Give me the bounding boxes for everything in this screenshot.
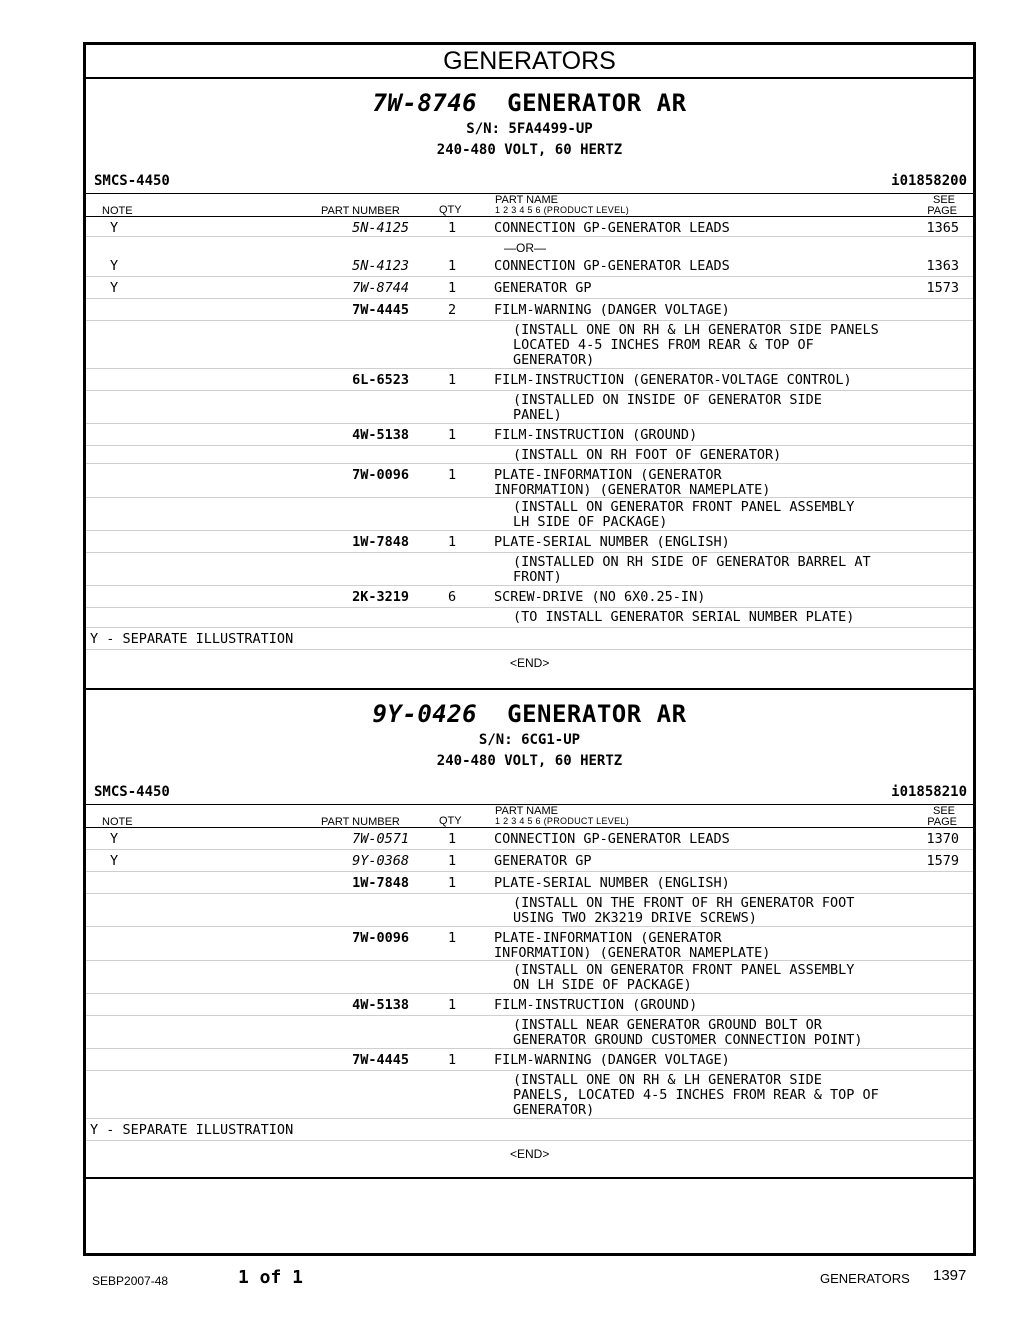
end-row [86,1141,973,1171]
section-heading [86,79,973,161]
row-part-name: PLATE-INFORMATION (GENERATOR INFORMATION) (GENERATOR NAMEPLATE) [494,930,771,961]
table-row [86,277,973,299]
smcs-row [86,172,973,194]
section-title: GENERATOR AR [507,89,687,117]
row-part-name: GENERATOR GP [494,853,592,869]
row-see-page[interactable]: 1363 [926,258,959,274]
row-part-number[interactable]: 7W-0571 [352,831,409,847]
row-note: Y [110,853,119,869]
row-qty: 2 [448,302,457,318]
column-headers [86,194,973,217]
row-qty: 1 [448,467,457,483]
col-note: NOTE [102,205,133,217]
row-note: Y [110,280,119,296]
document-id: SEBP2007-48 [92,1274,169,1288]
install-note: (INSTALL ON THE FRONT OF RH GENERATOR FOOT USING TWO 2K3219 DRIVE SCREWS) [513,895,855,926]
row-qty: 6 [448,589,457,605]
row-part-number: 7W-4445 [352,1052,409,1068]
row-part-number[interactable]: 7W-8744 [352,280,409,296]
footer-section-name: GENERATORS [820,1271,910,1286]
table-row [86,464,973,498]
col-product-level: 1 2 3 4 5 6 (PRODUCT LEVEL) [495,205,629,215]
col-part-number: PART NUMBER [321,816,400,828]
row-part-name: PLATE-INFORMATION (GENERATOR INFORMATION) (GENERATOR NAMEPLATE) [494,467,771,498]
table-row [86,424,973,446]
row-note: Y [110,220,119,236]
col-page: PAGE [927,205,957,217]
install-note: (INSTALL NEAR GENERATOR GROUND BOLT OR GENERATOR GROUND CUSTOMER CONNECTION POINT) [513,1017,863,1048]
table-row [86,531,973,553]
col-part-name: PART NAME [495,805,558,817]
row-qty: 1 [448,875,457,891]
install-note-row [86,894,973,927]
install-note: (INSTALL ONE ON RH & LH GENERATOR SIDE PANELS, LOCATED 4-5 INCHES FROM REAR & TOP OF GENERATOR) [513,1072,879,1118]
row-part-name: CONNECTION GP-GENERATOR LEADS [494,831,730,847]
table-row [86,850,973,872]
row-part-number: 7W-4445 [352,302,409,318]
end-marker: <END> [510,1147,550,1161]
section-part-number[interactable]: 7W-8746 [372,89,478,117]
illustration-legend: Y - SEPARATE ILLUSTRATION [90,1122,294,1138]
row-part-number[interactable]: 5N-4125 [352,220,409,236]
table-row [86,369,973,391]
install-note: (INSTALL ON GENERATOR FRONT PANEL ASSEMBLY ON LH SIDE OF PACKAGE) [513,962,855,993]
row-qty: 1 [448,997,457,1013]
row-part-name: SCREW-DRIVE (NO 6X0.25-IN) [494,589,706,605]
or-separator: —OR— [504,241,546,255]
or-row [86,237,973,255]
section-7w-8746 [86,79,973,690]
table-row [86,586,973,608]
row-see-page[interactable]: 1365 [926,220,959,236]
end-row [86,650,973,680]
column-headers [86,805,973,828]
install-note-row [86,446,973,464]
col-see: SEE [932,194,955,206]
row-qty: 1 [448,534,457,550]
row-part-name: CONNECTION GP-GENERATOR LEADS [494,258,730,274]
row-part-name: CONNECTION GP-GENERATOR LEADS [494,220,730,236]
install-note-row [86,961,973,994]
smcs-code: SMCS-4450 [94,173,170,189]
install-note: (INSTALL ON GENERATOR FRONT PANEL ASSEMBLY LH SIDE OF PACKAGE) [513,499,855,530]
smcs-code: SMCS-4450 [94,784,170,800]
row-part-number: 2K-3219 [352,589,409,605]
row-note: Y [110,831,119,847]
col-qty: QTY [439,815,462,827]
col-part-name: PART NAME [495,194,558,206]
row-part-name: PLATE-SERIAL NUMBER (ENGLISH) [494,534,730,550]
row-note: Y [110,258,119,274]
serial-range: S/N: 6CG1-UP [478,732,581,748]
row-part-number[interactable]: 9Y-0368 [352,853,409,869]
row-part-name: FILM-WARNING (DANGER VOLTAGE) [494,302,730,318]
row-qty: 1 [448,930,457,946]
row-qty: 1 [448,831,457,847]
install-note-row [86,1071,973,1119]
col-see: SEE [932,805,955,817]
install-note: (INSTALLED ON INSIDE OF GENERATOR SIDE PANEL) [513,392,822,423]
row-part-number: 1W-7848 [352,875,409,891]
install-note-row [86,608,973,628]
row-see-page[interactable]: 1573 [926,280,959,296]
install-note-row [86,498,973,531]
page-frame [83,42,976,1256]
row-part-number: 7W-0096 [352,930,409,946]
col-product-level: 1 2 3 4 5 6 (PRODUCT LEVEL) [495,816,629,826]
serial-range: S/N: 5FA4499-UP [466,121,593,137]
table-row [86,217,973,237]
install-note: (TO INSTALL GENERATOR SERIAL NUMBER PLATE) [513,609,855,625]
table-row [86,872,973,894]
table-row [86,299,973,321]
section-9y-0426 [86,690,973,1179]
install-note-row [86,553,973,586]
row-qty: 1 [448,372,457,388]
end-marker: <END> [510,656,550,670]
row-part-name: FILM-INSTRUCTION (GENERATOR-VOLTAGE CONTROL) [494,372,852,388]
row-part-number: 6L-6523 [352,372,409,388]
illustration-id: i01858210 [891,784,967,800]
table-row [86,1049,973,1071]
install-note: (INSTALL ON RH FOOT OF GENERATOR) [513,447,782,463]
row-qty: 1 [448,427,457,443]
row-qty: 1 [448,258,457,274]
row-qty: 1 [448,220,457,236]
install-note-row [86,391,973,424]
col-qty: QTY [439,204,462,216]
page-footer [0,1262,1020,1302]
row-part-number: 4W-5138 [352,997,409,1013]
install-note-row [86,1016,973,1049]
row-qty: 1 [448,853,457,869]
section-part-number[interactable]: 9Y-0426 [372,700,478,728]
install-note: (INSTALLED ON RH SIDE OF GENERATOR BARREL AT FRONT) [513,554,871,585]
illustration-legend: Y - SEPARATE ILLUSTRATION [90,631,294,647]
legend-row [86,1119,973,1141]
row-see-page[interactable]: 1579 [926,853,959,869]
row-part-name: GENERATOR GP [494,280,592,296]
col-page: PAGE [927,816,957,828]
spec-line: 240-480 VOLT, 60 HERTZ [436,753,623,769]
table-row [86,994,973,1016]
install-note-row [86,321,973,369]
row-part-number: 1W-7848 [352,534,409,550]
row-part-name: FILM-INSTRUCTION (GROUND) [494,997,698,1013]
row-part-name: FILM-INSTRUCTION (GROUND) [494,427,698,443]
table-row [86,927,973,961]
row-qty: 1 [448,1052,457,1068]
page-of-indicator: 1 of 1 [238,1267,304,1288]
section-title: GENERATOR AR [507,700,687,728]
section-heading [86,690,973,772]
table-row [86,255,973,277]
legend-row [86,628,973,650]
row-see-page[interactable]: 1370 [926,831,959,847]
col-part-number: PART NUMBER [321,205,400,217]
spec-line: 240-480 VOLT, 60 HERTZ [436,142,623,158]
smcs-row [86,783,973,805]
row-part-number: 4W-5138 [352,427,409,443]
illustration-id: i01858200 [891,173,967,189]
row-part-number: 7W-0096 [352,467,409,483]
row-qty: 1 [448,280,457,296]
table-row [86,828,973,850]
col-note: NOTE [102,816,133,828]
page-number: 1397 [933,1267,967,1284]
install-note: (INSTALL ONE ON RH & LH GENERATOR SIDE PANELS LOCATED 4-5 INCHES FROM REAR & TOP OF GENERATOR) [513,322,879,368]
row-part-name: FILM-WARNING (DANGER VOLTAGE) [494,1052,730,1068]
page-title: GENERATORS [86,45,973,79]
row-part-number[interactable]: 5N-4123 [352,258,409,274]
row-part-name: PLATE-SERIAL NUMBER (ENGLISH) [494,875,730,891]
